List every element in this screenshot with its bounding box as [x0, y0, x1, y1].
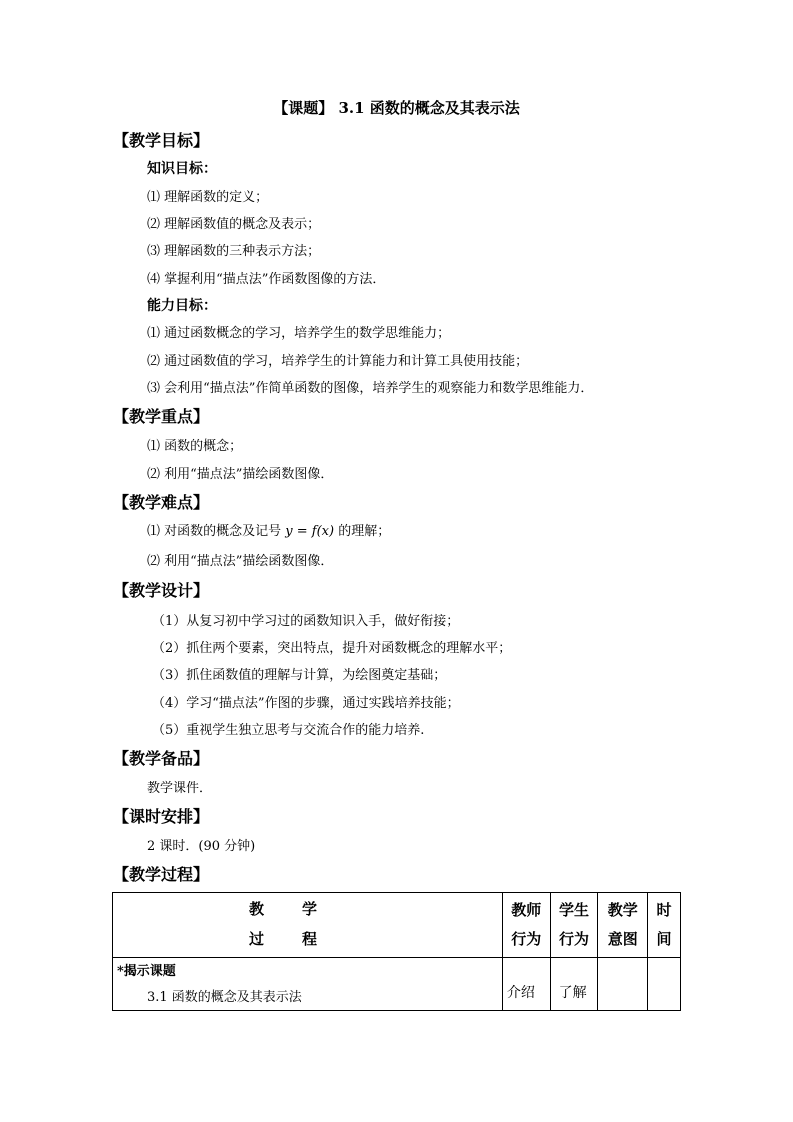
teaching-process-table: [112, 892, 681, 1011]
row-label: *揭示课题: [117, 964, 176, 979]
ability-goal-3: ⑶ 会利用“描点法”作简单函数的图像，培养学生的观察能力和数学思维能力．: [147, 381, 594, 396]
header-teaching-intent: 教学 意图: [598, 893, 648, 958]
knowledge-goal-1: ⑴ 理解函数的定义；: [147, 190, 269, 205]
student-behavior-cell: 了解: [550, 958, 598, 1011]
header-char-4: 程: [302, 930, 318, 948]
header-teaching-process: [113, 893, 503, 958]
key-points-heading: 【教学重点】: [113, 407, 210, 426]
teacher-behavior-cell: 介绍: [502, 958, 550, 1011]
header-char-2: 学: [302, 900, 318, 918]
design-item-1: （1）从复习初中学习过的函数知识入手，做好衔接；: [152, 614, 460, 629]
design-item-2: （2）抓住两个要素，突出特点，提升对函数概念的理解水平；: [152, 641, 512, 656]
design-heading: 【教学设计】: [113, 581, 210, 600]
key-point-1: ⑴ 函数的概念；: [147, 439, 243, 454]
knowledge-goal-2: ⑵ 理解函数值的概念及表示；: [147, 217, 321, 232]
design-item-5: （5）重视学生独立思考与交流合作的能力培养.: [152, 723, 425, 738]
schedule-heading: 【课时安排】: [113, 807, 210, 826]
difficulty-1-suffix: 的理解；: [338, 524, 391, 539]
ability-goal-1: ⑴ 通过函数概念的学习，培养学生的数学思维能力；: [147, 326, 451, 341]
function-notation: y = f(x): [285, 524, 335, 539]
lesson-title: 【课题】 3.1 函数的概念及其表示法: [273, 99, 520, 117]
objectives-heading: 【教学目标】: [113, 131, 210, 150]
knowledge-goal-3: ⑶ 理解函数的三种表示方法；: [147, 244, 321, 259]
time-cell: [648, 958, 681, 1011]
table-header-row: [113, 893, 681, 958]
header-teacher-behavior: 教师 行为: [502, 893, 550, 958]
ability-goals-heading: 能力目标：: [147, 298, 217, 314]
design-item-4: （4）学习“描点法”作图的步骤，通过实践培养技能；: [152, 696, 460, 711]
key-point-2: ⑵ 利用“描点法”描绘函数图像．: [147, 467, 334, 482]
knowledge-goal-4: ⑷ 掌握利用“描点法”作函数图像的方法．: [147, 272, 386, 287]
ability-goal-2: ⑵ 通过函数值的学习，培养学生的计算能力和计算工具使用技能；: [147, 354, 529, 369]
design-item-3: （3）抓住函数值的理解与计算，为绘图奠定基础；: [152, 668, 447, 683]
teaching-intent-cell: [598, 958, 648, 1011]
header-char-3: 过: [249, 930, 265, 948]
header-time: 时 间: [648, 893, 681, 958]
difficulty-1-prefix: ⑴ 对函数的概念及记号: [147, 524, 282, 539]
header-char-1: 教: [249, 900, 265, 918]
difficulty-2: ⑵ 利用“描点法”描绘函数图像．: [147, 554, 334, 569]
knowledge-goals-heading: 知识目标：: [147, 161, 217, 177]
schedule-text: 2 课时．(90 分钟): [147, 839, 256, 854]
difficulty-1: [147, 520, 390, 539]
materials-text: 教学课件．: [147, 781, 213, 796]
table-row: [113, 958, 681, 1011]
process-content-cell: [113, 958, 503, 1011]
difficulties-heading: 【教学难点】: [113, 493, 210, 512]
process-heading: 【教学过程】: [113, 865, 210, 884]
materials-heading: 【教学备品】: [113, 749, 210, 768]
header-student-behavior: 学生 行为: [550, 893, 598, 958]
row-content: 3.1 函数的概念及其表示法: [147, 990, 302, 1005]
